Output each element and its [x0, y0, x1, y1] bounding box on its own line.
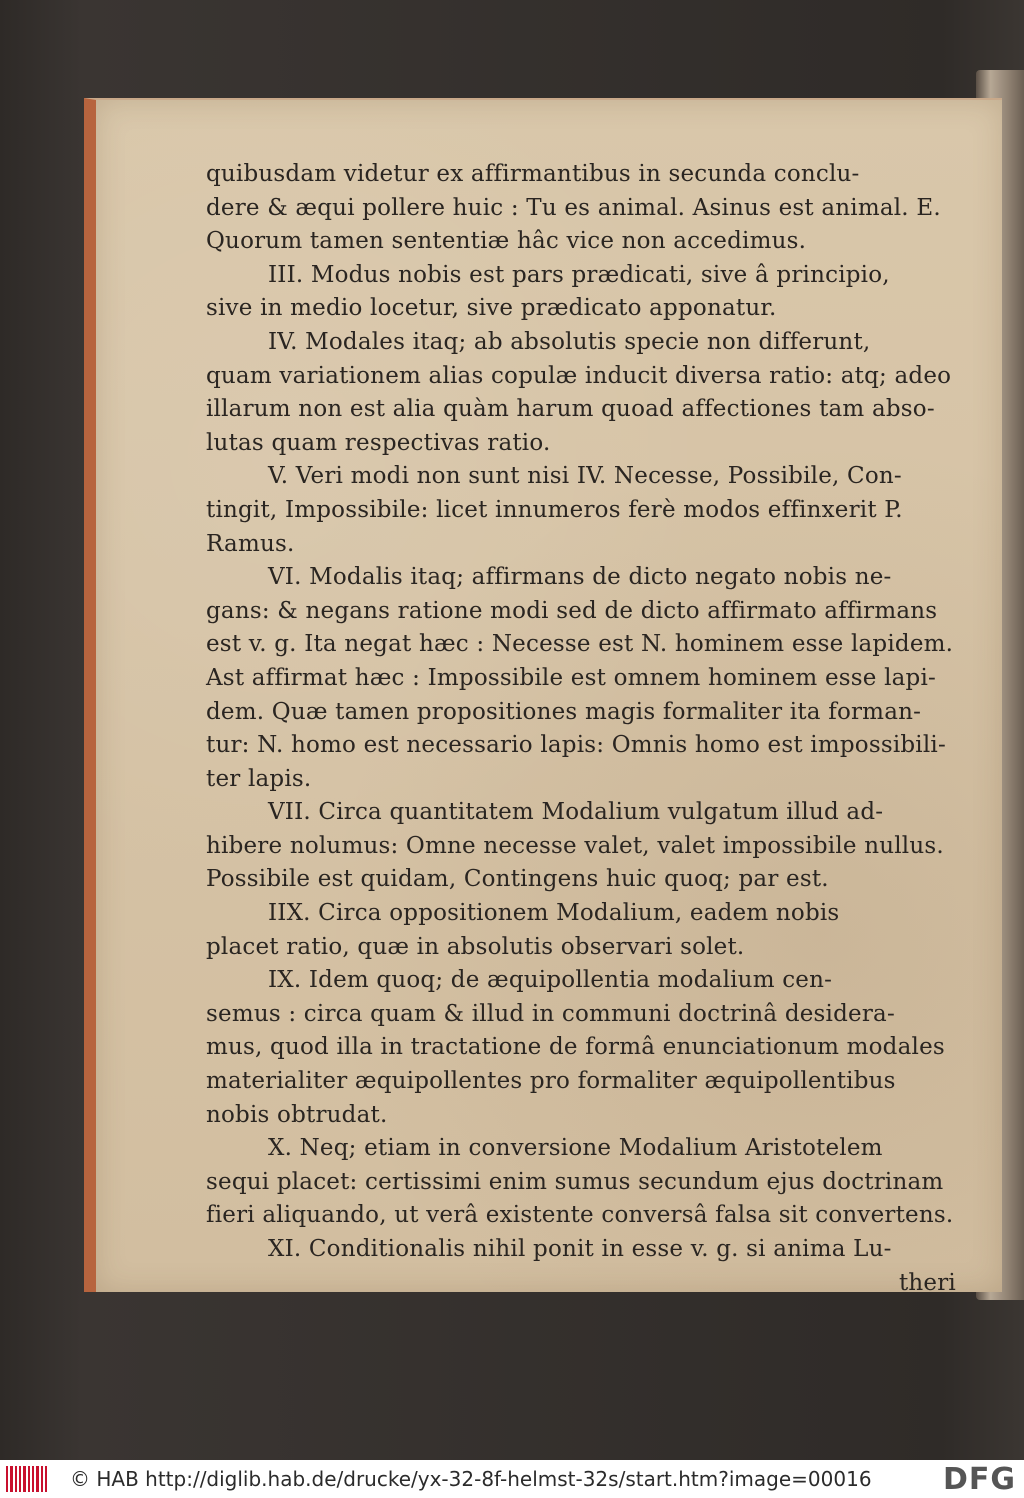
- text-line: placet ratio, quæ in absolutis observari solet.: [206, 933, 745, 960]
- text-line: fieri aliquando, ut verâ existente conversâ falsa sit convertens.: [206, 1202, 954, 1229]
- text-line: mus, quod illa in tractatione de formâ enunciationum modales: [206, 1034, 945, 1061]
- text-line: nobis obtrudat.: [206, 1101, 388, 1128]
- text-line: IV. Modales itaq; ab absolutis specie non differunt,: [268, 328, 871, 355]
- copyright-url[interactable]: © HAB http://diglib.hab.de/drucke/yx-32-8f-helmst-32s/start.htm?image=00016: [70, 1467, 872, 1491]
- text-line: hibere nolumus: Omne necesse valet, valet impossibile nullus.: [206, 832, 944, 859]
- text-line: Ast affirmat hæc : Impossibile est omnem hominem esse lapi-: [206, 664, 936, 691]
- catchword: theri: [898, 1269, 956, 1296]
- text-line: sive in medio locetur, sive prædicato apponatur.: [206, 295, 777, 322]
- text-line: dem. Quæ tamen propositiones magis formaliter ita forman-: [206, 698, 922, 725]
- text-line: materialiter æquipollentes pro formaliter æquipollentibus: [206, 1068, 896, 1095]
- text-line: Possibile est quidam, Contingens huic quoq; par est.: [206, 866, 829, 893]
- text-line: lutas quam respectivas ratio.: [206, 429, 551, 456]
- text-line: tingit, Impossibile: licet innumeros ferè modos effinxerit P.: [206, 496, 903, 523]
- footer-bar: [0, 1460, 1024, 1498]
- text-line: IX. Idem quoq; de æquipollentia modalium cen-: [268, 967, 833, 994]
- text-line: tur: N. homo est necessario lapis: Omnis homo est impossibili-: [206, 732, 946, 759]
- text-line: X. Neq; etiam in conversione Modalium Aristotelem: [268, 1135, 883, 1162]
- page-text: [206, 158, 956, 1300]
- text-line: sequi placet: certissimi enim sumus secundum ejus doctrinam: [206, 1168, 944, 1195]
- text-line: IIX. Circa oppositionem Modalium, eadem nobis: [268, 900, 840, 927]
- text-line: VII. Circa quantitatem Modalium vulgatum illud ad-: [268, 799, 884, 826]
- text-line: Quorum tamen sententiæ hâc vice non accedimus.: [206, 228, 807, 255]
- text-line: dere & æqui pollere huic : Tu es animal. Asinus est animal. E.: [206, 194, 941, 221]
- text-line: quibusdam videtur ex affirmantibus in secunda conclu-: [206, 161, 860, 187]
- text-line: XI. Conditionalis nihil ponit in esse v. g. si anima Lu-: [268, 1236, 892, 1262]
- text-line: V. Veri modi non sunt nisi IV. Necesse, Possibile, Con-: [268, 463, 902, 490]
- text-line: quam variationem alias copulæ inducit diversa ratio: atq; adeo: [206, 362, 952, 389]
- dfg-logo: DFG: [942, 1462, 1016, 1497]
- text-line: VI. Modalis itaq; affirmans de dicto negato nobis ne-: [268, 564, 892, 591]
- text-line: Ramus.: [206, 530, 295, 557]
- text-line: gans: & negans ratione modi sed de dicto affirmato affirmans: [206, 597, 938, 624]
- text-line: est v. g. Ita negat hæc : Necesse est N. hominem esse lapidem.: [206, 631, 954, 658]
- text-line: III. Modus nobis est pars prædicati, sive â principio,: [268, 261, 890, 288]
- hab-barcode-logo: [6, 1466, 50, 1492]
- text-line: semus : circa quam & illud in communi doctrinâ desidera-: [206, 1000, 895, 1027]
- text-line: illarum non est alia quàm harum quoad affectiones tam abso-: [206, 396, 935, 423]
- text-line: ter lapis.: [206, 765, 312, 792]
